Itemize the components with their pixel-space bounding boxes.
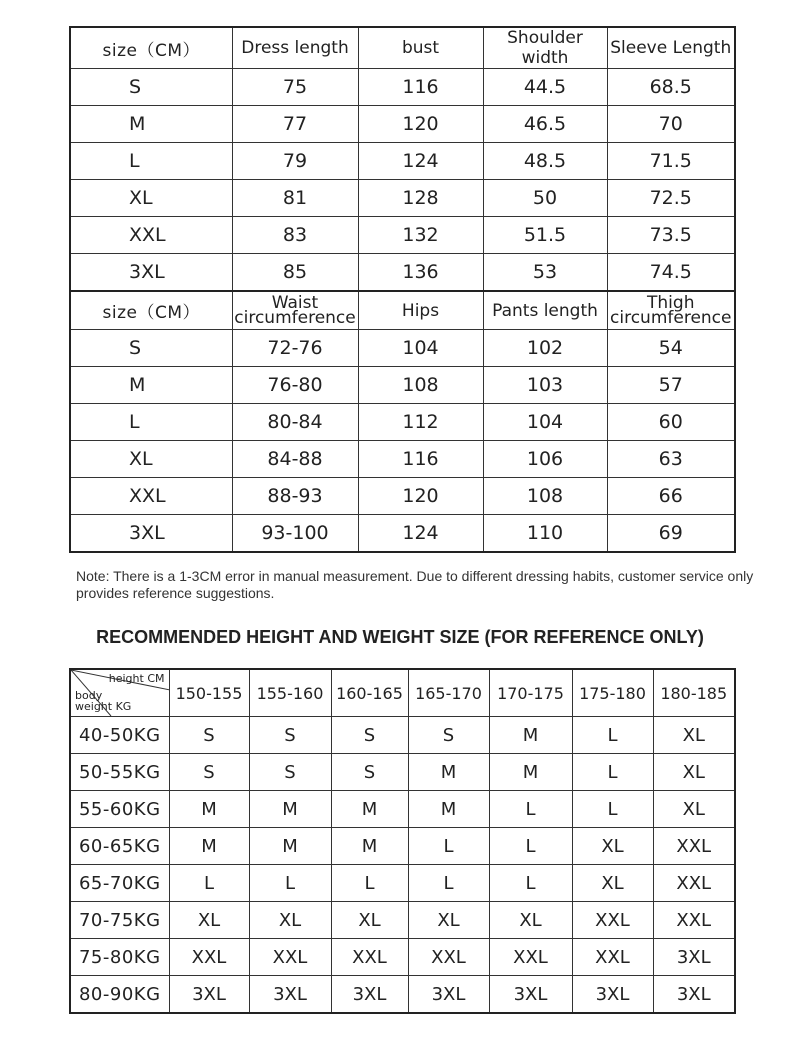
weight-label: 80-90KG [70, 976, 169, 1014]
recommended-size-cell: M [249, 791, 331, 828]
measurement-cell: 120 [358, 106, 483, 143]
recommended-size-cell: XXL [408, 939, 489, 976]
weight-row [70, 828, 735, 865]
recommended-size-cell: M [489, 717, 572, 754]
recommended-size-cell: XXL [653, 865, 735, 902]
weight-label: 75-80KG [70, 939, 169, 976]
recommended-size-cell: L [489, 791, 572, 828]
measurement-cell: 124 [358, 143, 483, 180]
recommended-size-cell: XXL [331, 939, 408, 976]
top-size-row [70, 254, 735, 292]
recommended-size-cell: XL [489, 902, 572, 939]
corner-height-label: height CM [108, 672, 165, 685]
measurement-cell: 106 [483, 441, 607, 478]
header-size-2: size（CM） [70, 291, 232, 330]
measurement-cell: 48.5 [483, 143, 607, 180]
recommended-size-cell: L [572, 791, 653, 828]
measurement-cell: 81 [232, 180, 358, 217]
recommended-size-cell: S [331, 754, 408, 791]
measurement-cell: 51.5 [483, 217, 607, 254]
weight-row [70, 717, 735, 754]
top-size-row [70, 143, 735, 180]
recommended-size-cell: XXL [489, 939, 572, 976]
recommended-size-cell: XL [653, 754, 735, 791]
size-label: S [70, 69, 232, 106]
weight-row [70, 976, 735, 1014]
measurement-note: Note: There is a 1-3CM error in manual measurement. Due to different dressing habits, customer service only provides reference suggestions. [76, 568, 754, 601]
recommended-size-cell: XXL [249, 939, 331, 976]
recommended-size-cell: XXL [572, 939, 653, 976]
bottom-size-row [70, 367, 735, 404]
measurement-cell: 85 [232, 254, 358, 292]
recommended-size-cell: 3XL [408, 976, 489, 1014]
header-shoulder-width: Shoulder width [483, 27, 607, 69]
measurement-cell: 80-84 [232, 404, 358, 441]
measurement-cell: 104 [483, 404, 607, 441]
height-header-cell: 165-170 [408, 669, 489, 717]
corner-cell [70, 669, 169, 717]
recommended-size-cell: L [408, 828, 489, 865]
header-thigh-line2: circumference [610, 307, 732, 328]
size-label: L [70, 143, 232, 180]
measurement-cell: 60 [607, 404, 735, 441]
recommended-size-cell: M [408, 754, 489, 791]
recommended-size-cell: M [169, 828, 249, 865]
recommended-size-cell: S [249, 717, 331, 754]
bottom-size-row [70, 441, 735, 478]
measurement-cell: 73.5 [607, 217, 735, 254]
recommended-size-cell: 3XL [653, 976, 735, 1014]
weight-label: 50-55KG [70, 754, 169, 791]
size-label: S [70, 330, 232, 367]
recommended-size-cell: 3XL [653, 939, 735, 976]
size-label: XL [70, 441, 232, 478]
header-waist-line1: Waist [271, 292, 319, 313]
recommended-size-cell: M [169, 791, 249, 828]
header-hips: Hips [358, 291, 483, 330]
recommended-size-cell: L [331, 865, 408, 902]
size-label: 3XL [70, 515, 232, 553]
recommended-size-cell: M [331, 828, 408, 865]
measurement-cell: 110 [483, 515, 607, 553]
recommended-size-cell: M [408, 791, 489, 828]
recommended-size-cell: 3XL [331, 976, 408, 1014]
measurement-cell: 77 [232, 106, 358, 143]
weight-label: 70-75KG [70, 902, 169, 939]
recommended-size-cell: L [572, 717, 653, 754]
size-label: 3XL [70, 254, 232, 292]
top-size-row [70, 106, 735, 143]
header-bust: bust [358, 27, 483, 69]
measurement-cell: 75 [232, 69, 358, 106]
measurement-cell: 136 [358, 254, 483, 292]
size-label: M [70, 367, 232, 404]
top-size-row [70, 217, 735, 254]
header-size: size（CM） [70, 27, 232, 69]
measurement-cell: 108 [358, 367, 483, 404]
weight-label: 40-50KG [70, 717, 169, 754]
measurement-cell: 76-80 [232, 367, 358, 404]
recommended-size-cell: XXL [653, 828, 735, 865]
recommended-size-cell: XL [653, 791, 735, 828]
weight-row [70, 791, 735, 828]
measurement-cell: 53 [483, 254, 607, 292]
recommended-size-cell: L [489, 865, 572, 902]
recommended-size-cell: S [169, 754, 249, 791]
size-label: XXL [70, 478, 232, 515]
measurement-cell: 93-100 [232, 515, 358, 553]
recommended-size-cell: M [489, 754, 572, 791]
measurement-cell: 112 [358, 404, 483, 441]
measurement-cell: 66 [607, 478, 735, 515]
recommended-size-cell: M [331, 791, 408, 828]
measurement-cell: 68.5 [607, 69, 735, 106]
height-header-row [70, 669, 735, 717]
recommended-size-cell: L [572, 754, 653, 791]
size-measurement-table [69, 26, 736, 553]
top-size-row [70, 69, 735, 106]
measurement-cell: 104 [358, 330, 483, 367]
weight-row [70, 902, 735, 939]
weight-label: 55-60KG [70, 791, 169, 828]
bottom-size-row [70, 515, 735, 553]
weight-row [70, 754, 735, 791]
weight-row [70, 865, 735, 902]
header-thigh-line1: Thigh [647, 292, 695, 313]
recommended-size-cell: L [169, 865, 249, 902]
corner-body-label: body [75, 689, 103, 702]
recommended-size-cell: XL [169, 902, 249, 939]
measurement-cell: 120 [358, 478, 483, 515]
measurement-cell: 44.5 [483, 69, 607, 106]
recommended-size-cell: 3XL [249, 976, 331, 1014]
height-header-cell: 150-155 [169, 669, 249, 717]
recommended-size-cell: S [331, 717, 408, 754]
recommended-size-cell: XL [572, 828, 653, 865]
top-size-row [70, 180, 735, 217]
bottom-header-row [70, 291, 735, 330]
measurement-cell: 63 [607, 441, 735, 478]
header-thigh [607, 291, 735, 330]
measurement-cell: 46.5 [483, 106, 607, 143]
measurement-cell: 102 [483, 330, 607, 367]
measurement-cell: 57 [607, 367, 735, 404]
measurement-cell: 72.5 [607, 180, 735, 217]
recommended-size-cell: S [169, 717, 249, 754]
bottom-size-row [70, 478, 735, 515]
header-waist-line2: circumference [234, 307, 356, 328]
height-header-cell: 170-175 [489, 669, 572, 717]
measurement-cell: 116 [358, 69, 483, 106]
measurement-cell: 72-76 [232, 330, 358, 367]
measurement-cell: 71.5 [607, 143, 735, 180]
measurement-cell: 124 [358, 515, 483, 553]
measurement-cell: 69 [607, 515, 735, 553]
height-header-cell: 155-160 [249, 669, 331, 717]
height-header-cell: 180-185 [653, 669, 735, 717]
height-header-cell: 175-180 [572, 669, 653, 717]
recommended-size-cell: L [408, 865, 489, 902]
recommended-size-cell: 3XL [169, 976, 249, 1014]
size-label: XL [70, 180, 232, 217]
recommended-size-cell: XXL [572, 902, 653, 939]
measurement-cell: 50 [483, 180, 607, 217]
weight-row [70, 939, 735, 976]
recommended-size-cell: XL [572, 865, 653, 902]
measurement-cell: 74.5 [607, 254, 735, 292]
height-weight-table [69, 668, 736, 1014]
recommended-size-cell: 3XL [572, 976, 653, 1014]
recommended-size-cell: XXL [653, 902, 735, 939]
measurement-cell: 108 [483, 478, 607, 515]
header-dress-length: Dress length [232, 27, 358, 69]
recommend-title: RECOMMENDED HEIGHT AND WEIGHT SIZE (FOR REFERENCE ONLY) [96, 627, 704, 647]
height-header-cell: 160-165 [331, 669, 408, 717]
measurement-cell: 88-93 [232, 478, 358, 515]
recommended-size-cell: XL [249, 902, 331, 939]
corner-weight-label: weight KG [75, 700, 132, 713]
recommended-size-cell: XXL [169, 939, 249, 976]
recommended-size-cell: XL [408, 902, 489, 939]
weight-label: 65-70KG [70, 865, 169, 902]
recommended-size-cell: XL [653, 717, 735, 754]
size-label: L [70, 404, 232, 441]
recommended-size-cell: L [489, 828, 572, 865]
recommended-size-cell: L [249, 865, 331, 902]
recommended-size-cell: XL [331, 902, 408, 939]
size-label: M [70, 106, 232, 143]
measurement-cell: 84-88 [232, 441, 358, 478]
bottom-size-row [70, 404, 735, 441]
header-sleeve-length: Sleeve Length [607, 27, 735, 69]
measurement-cell: 116 [358, 441, 483, 478]
size-label: XXL [70, 217, 232, 254]
header-waist [232, 291, 358, 330]
top-header-row [70, 27, 735, 69]
recommended-size-cell: 3XL [489, 976, 572, 1014]
recommended-size-cell: S [249, 754, 331, 791]
measurement-cell: 103 [483, 367, 607, 404]
measurement-cell: 70 [607, 106, 735, 143]
bottom-size-row [70, 330, 735, 367]
measurement-cell: 83 [232, 217, 358, 254]
recommended-size-cell: S [408, 717, 489, 754]
header-pants-length: Pants length [483, 291, 607, 330]
recommended-size-cell: M [249, 828, 331, 865]
measurement-cell: 54 [607, 330, 735, 367]
measurement-cell: 128 [358, 180, 483, 217]
weight-label: 60-65KG [70, 828, 169, 865]
measurement-cell: 132 [358, 217, 483, 254]
measurement-cell: 79 [232, 143, 358, 180]
